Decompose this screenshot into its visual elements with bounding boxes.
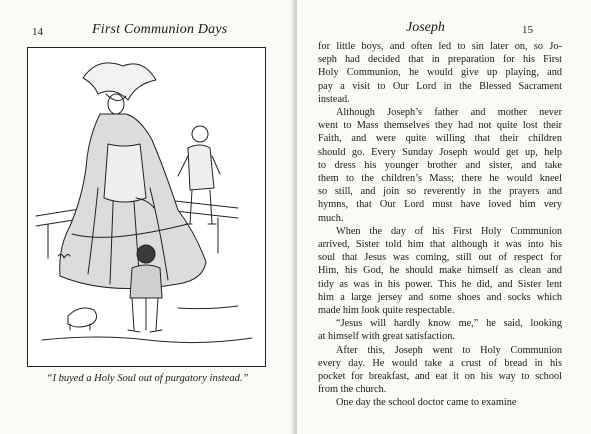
text-line: went to Mass themselves they had not quite lost their: [318, 120, 562, 132]
text-line: to dress his younger brother and sister, and take: [318, 159, 562, 171]
text-line: Although Joseph’s father and mother never: [336, 107, 562, 119]
right-page: [297, 0, 591, 434]
illustration-caption: “I buyed a Holy Soul out of purgatory instead.”: [46, 373, 249, 384]
text-line: One day the school doctor came to examine: [336, 397, 517, 409]
right-running-title: Joseph: [406, 20, 445, 35]
illustration: [27, 47, 266, 367]
text-line: arrived, Sister told him that although it was into his: [318, 239, 562, 251]
text-line: hymns, that Our Lord must have loved him very: [318, 199, 562, 211]
text-line: When the day of his First Holy Communion: [336, 225, 562, 237]
paragraph: [318, 317, 562, 343]
text-line: After this, Joseph went to Holy Communion: [336, 344, 562, 356]
text-line: much.: [318, 212, 344, 224]
text-line: so still, and join so reverently in the prayers and: [318, 186, 562, 198]
text-line: Faith, and were quite willing that their children: [318, 133, 562, 145]
text-line: at himself with great satisfaction.: [318, 331, 455, 343]
paragraph: [318, 225, 562, 317]
text-line: should go. Every Sunday Joseph would get up, help: [318, 146, 562, 158]
text-line: every day. He would take a crust of bread in his: [318, 357, 562, 369]
text-line: Holy Communion, he would give up playing, and: [318, 67, 562, 79]
text-line: tidy as was in his power. This he did, and Sister lent: [318, 278, 562, 290]
text-line: “Jesus will hardly know me,” he said, looking: [336, 318, 562, 330]
left-page: [0, 0, 294, 434]
left-page-number: 14: [32, 26, 43, 38]
text-line: made him look quite respectable.: [318, 305, 455, 317]
left-running-title: First Communion Days: [92, 22, 228, 37]
paragraph: [318, 106, 562, 225]
body-text: [318, 40, 562, 410]
text-line: instead.: [318, 93, 350, 105]
text-line: for little boys, and often led to sin later on, so Jo-: [318, 41, 562, 52]
paragraph: [318, 396, 562, 409]
text-line: Him, his God, he should make himself as clean and: [318, 265, 562, 277]
text-line: pay a visit to Our Lord in the Blessed Sacrament: [318, 80, 562, 92]
text-line: soul that Jesus was coming, still out of respect for: [318, 252, 562, 264]
text-line: from the church.: [318, 384, 387, 396]
right-page-number: 15: [522, 24, 533, 36]
text-line: seph had decided that in preparation for his First: [318, 54, 562, 66]
text-line: him a large jersey and some shoes and socks which: [318, 291, 562, 303]
paragraph: [318, 344, 562, 397]
text-line: pocket for breakfast, and eat it on his way to school: [318, 371, 562, 383]
nun-and-boys-drawing: [28, 48, 265, 366]
paragraph: [318, 40, 562, 106]
text-line: them to the children’s Mass; there he would kneel: [318, 173, 562, 185]
